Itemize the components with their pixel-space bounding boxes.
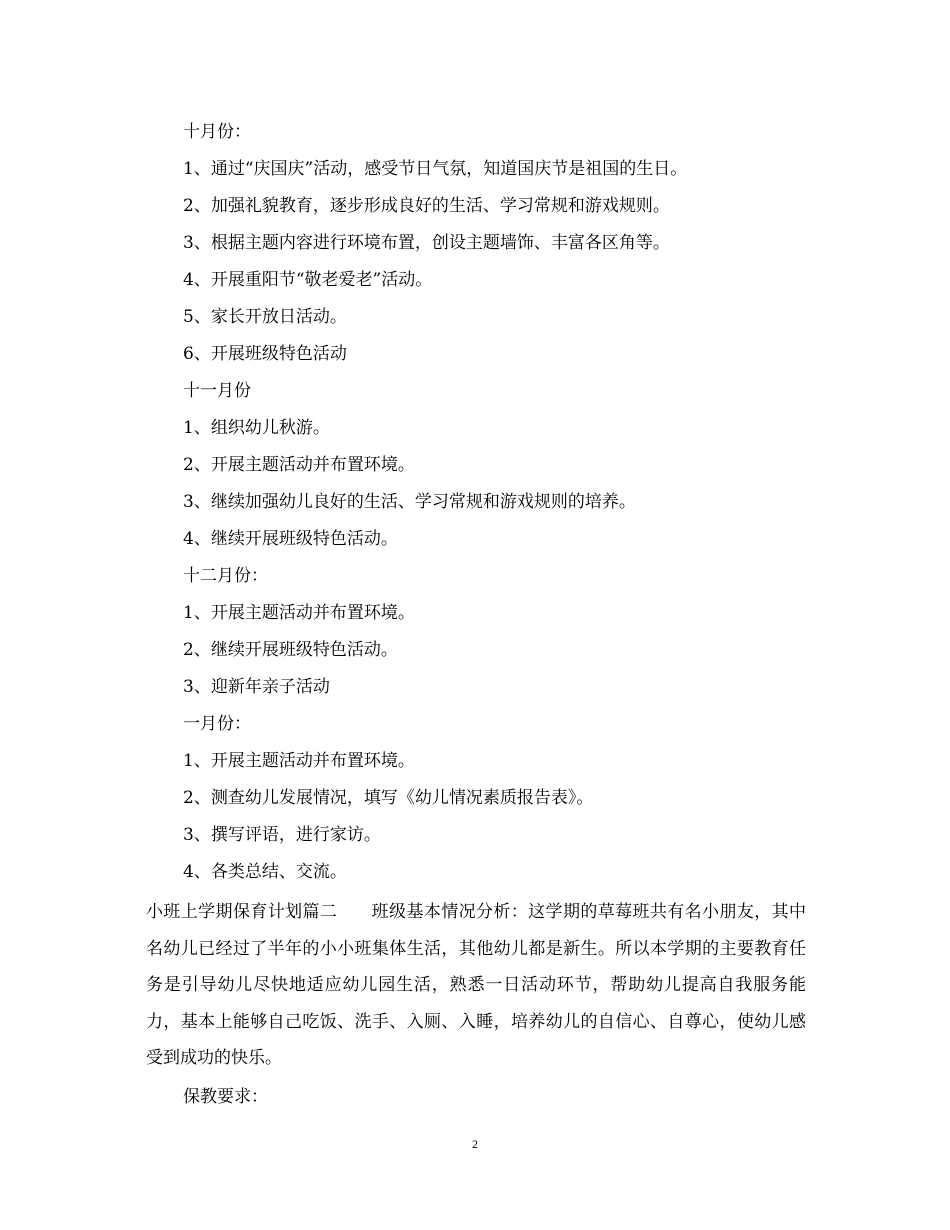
list-item: 4、各类总结、交流。 [183,862,347,882]
list-item: 6、开展班级特色活动 [183,344,347,364]
list-item: 3、撰写评语，进行家访。 [183,825,381,845]
section-heading: 十二月份： [183,566,268,586]
list-item: 4、继续开展班级特色活动。 [183,529,398,549]
list-item: 3、根据主题内容进行环境布置，创设主题墙饰、丰富各区角等。 [183,233,670,253]
list-item: 2、开展主题活动并布置环境。 [183,455,415,475]
section-heading: 一月份： [183,714,251,734]
section-heading: 保教要求： [183,1086,268,1107]
list-item: 3、迎新年亲子活动 [183,677,330,697]
paragraph-title: 小班上学期保育计划篇二 [146,902,338,922]
list-item: 1、开展主题活动并布置环境。 [183,751,415,771]
list-item: 1、组织幼儿秋游。 [183,418,330,438]
page-number: 2 [472,1137,478,1151]
list-item: 1、开展主题活动并布置环境。 [183,603,415,623]
page-content [146,114,806,1116]
list-item: 5、家长开放日活动。 [183,307,347,327]
body-paragraph [146,894,806,1077]
section-heading: 十一月份 [183,381,251,401]
list-item: 2、测查幼儿发展情况，填写《幼儿情况素质报告表》。 [183,788,594,808]
list-item: 4、开展重阳节“敬老爱老”活动。 [183,270,433,290]
list-item: 1、通过“庆国庆”活动，感受节日气氛，知道国庆节是祖国的生日。 [183,159,688,179]
paragraph-text: 班级基本情况分析：这学期的草莓班共有名小朋友，其中名幼儿已经过了半年的小小班集体生活，其他幼儿都是新生。所以本学期的主要教育任务是引导幼儿尽快地适应幼儿园生活，熟悉一日活动环节，帮助幼儿提高自我服务能力，基本上能够自己吃饭、洗手、入厕、入睡，培养幼儿的自信心、自尊心，使幼儿感受到成功的快乐。 [146,902,807,1068]
section-heading: 十月份： [183,122,251,142]
list-item: 2、继续开展班级特色活动。 [183,640,398,660]
list-item: 2、加强礼貌教育，逐步形成良好的生活、学习常规和游戏规则。 [183,196,670,216]
list-item: 3、继续加强幼儿良好的生活、学习常规和游戏规则的培养。 [183,492,636,512]
